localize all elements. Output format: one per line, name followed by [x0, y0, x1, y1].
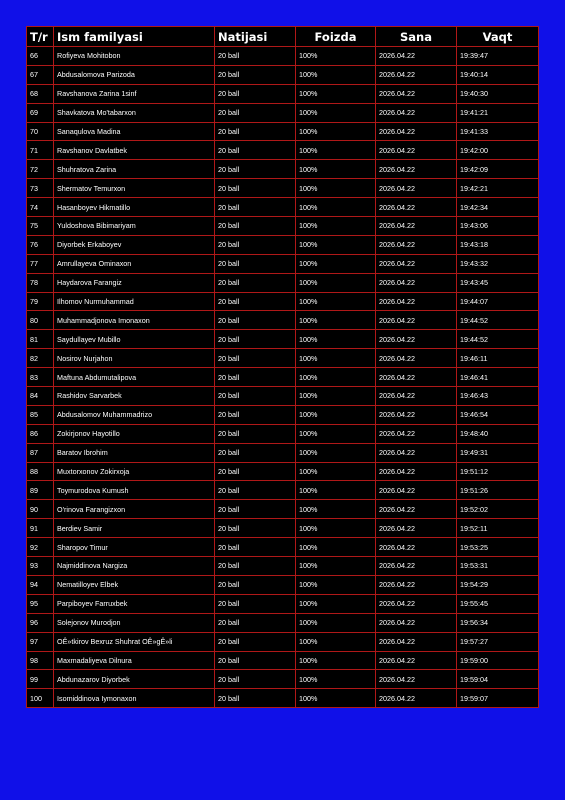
time-cell: 19:43:06 — [457, 217, 539, 236]
row-number-cell: 69 — [27, 103, 54, 122]
time-cell: 19:46:54 — [457, 405, 539, 424]
student-name-cell: Saydullayev Mubillo — [54, 330, 215, 349]
student-name-cell: Muxtorxonov Zokirxoja — [54, 462, 215, 481]
time-cell: 19:41:33 — [457, 122, 539, 141]
date-cell: 2026.04.22 — [376, 141, 457, 160]
time-cell: 19:57:27 — [457, 632, 539, 651]
table-row — [27, 141, 539, 160]
row-number-cell: 71 — [27, 141, 54, 160]
header-time: Vaqt — [457, 27, 539, 47]
time-cell: 19:42:34 — [457, 198, 539, 217]
student-name-cell: Yuldoshova Bibimariyam — [54, 217, 215, 236]
percent-cell: 100% — [296, 575, 376, 594]
time-cell: 19:46:41 — [457, 368, 539, 387]
date-cell: 2026.04.22 — [376, 198, 457, 217]
table-row — [27, 217, 539, 236]
student-name-cell: Shavkatova Mo'tabarxon — [54, 103, 215, 122]
date-cell: 2026.04.22 — [376, 160, 457, 179]
table-row — [27, 330, 539, 349]
percent-cell: 100% — [296, 65, 376, 84]
date-cell: 2026.04.22 — [376, 217, 457, 236]
student-name-cell: Diyorbek Erkaboyev — [54, 235, 215, 254]
table-row — [27, 538, 539, 557]
percent-cell: 100% — [296, 500, 376, 519]
percent-cell: 100% — [296, 519, 376, 538]
time-cell: 19:46:43 — [457, 387, 539, 406]
student-name-cell: Muhammadjonova Imonaxon — [54, 311, 215, 330]
time-cell: 19:56:34 — [457, 613, 539, 632]
time-cell: 19:43:32 — [457, 254, 539, 273]
row-number-cell: 84 — [27, 387, 54, 406]
percent-cell: 100% — [296, 141, 376, 160]
student-name-cell: Maxmadaliyeva Dilnura — [54, 651, 215, 670]
date-cell: 2026.04.22 — [376, 500, 457, 519]
student-name-cell: Najmiddinova Nargiza — [54, 557, 215, 576]
student-name-cell: Abdusalomova Parizoda — [54, 65, 215, 84]
percent-cell: 100% — [296, 387, 376, 406]
result-cell: 20 ball — [215, 160, 296, 179]
percent-cell: 100% — [296, 292, 376, 311]
result-cell: 20 ball — [215, 387, 296, 406]
table-row — [27, 481, 539, 500]
row-number-cell: 72 — [27, 160, 54, 179]
percent-cell: 100% — [296, 368, 376, 387]
result-cell: 20 ball — [215, 349, 296, 368]
time-cell: 19:41:21 — [457, 103, 539, 122]
student-name-cell: Parpiboyev Farruxbek — [54, 594, 215, 613]
percent-cell: 100% — [296, 273, 376, 292]
row-number-cell: 74 — [27, 198, 54, 217]
table-row — [27, 613, 539, 632]
student-name-cell: Baratov Ibrohim — [54, 443, 215, 462]
row-number-cell: 89 — [27, 481, 54, 500]
result-cell: 20 ball — [215, 500, 296, 519]
row-number-cell: 68 — [27, 84, 54, 103]
result-cell: 20 ball — [215, 235, 296, 254]
row-number-cell: 95 — [27, 594, 54, 613]
result-cell: 20 ball — [215, 84, 296, 103]
result-cell: 20 ball — [215, 292, 296, 311]
row-number-cell: 67 — [27, 65, 54, 84]
header-result: Natijasi — [215, 27, 296, 47]
student-name-cell: Rashidov Sarvarbek — [54, 387, 215, 406]
time-cell: 19:48:40 — [457, 424, 539, 443]
percent-cell: 100% — [296, 557, 376, 576]
table-row — [27, 273, 539, 292]
student-name-cell: Abdusalomov Muhammadrizo — [54, 405, 215, 424]
time-cell: 19:49:31 — [457, 443, 539, 462]
result-cell: 20 ball — [215, 217, 296, 236]
student-name-cell: Rofiyeva Mohitobon — [54, 47, 215, 66]
student-name-cell: Amrullayeva Ominaxon — [54, 254, 215, 273]
result-cell: 20 ball — [215, 557, 296, 576]
result-cell: 20 ball — [215, 65, 296, 84]
percent-cell: 100% — [296, 613, 376, 632]
time-cell: 19:54:29 — [457, 575, 539, 594]
result-cell: 20 ball — [215, 311, 296, 330]
header-percent: Foizda — [296, 27, 376, 47]
student-name-cell: Nosirov Nurjahon — [54, 349, 215, 368]
table-row — [27, 424, 539, 443]
percent-cell: 100% — [296, 254, 376, 273]
row-number-cell: 82 — [27, 349, 54, 368]
percent-cell: 100% — [296, 179, 376, 198]
table-row — [27, 575, 539, 594]
percent-cell: 100% — [296, 424, 376, 443]
result-cell: 20 ball — [215, 122, 296, 141]
date-cell: 2026.04.22 — [376, 311, 457, 330]
table-row — [27, 670, 539, 689]
percent-cell: 100% — [296, 594, 376, 613]
date-cell: 2026.04.22 — [376, 424, 457, 443]
date-cell: 2026.04.22 — [376, 405, 457, 424]
row-number-cell: 86 — [27, 424, 54, 443]
date-cell: 2026.04.22 — [376, 349, 457, 368]
student-name-cell: Abdunazarov Diyorbek — [54, 670, 215, 689]
student-name-cell: Shuhratova Zarina — [54, 160, 215, 179]
student-name-cell: OÊ»tkirov Bexruz Shuhrat OÊ»gÊ»li — [54, 632, 215, 651]
result-cell: 20 ball — [215, 670, 296, 689]
student-name-cell: Ilhomov Nurmuhammad — [54, 292, 215, 311]
date-cell: 2026.04.22 — [376, 670, 457, 689]
time-cell: 19:46:11 — [457, 349, 539, 368]
percent-cell: 100% — [296, 217, 376, 236]
table-row — [27, 103, 539, 122]
percent-cell: 100% — [296, 198, 376, 217]
row-number-cell: 87 — [27, 443, 54, 462]
student-name-cell: Sanaqulova Madina — [54, 122, 215, 141]
table-row — [27, 632, 539, 651]
table-row — [27, 557, 539, 576]
time-cell: 19:59:07 — [457, 689, 539, 708]
row-number-cell: 99 — [27, 670, 54, 689]
student-name-cell: Sharopov Timur — [54, 538, 215, 557]
row-number-cell: 90 — [27, 500, 54, 519]
result-cell: 20 ball — [215, 481, 296, 500]
time-cell: 19:55:45 — [457, 594, 539, 613]
table-row — [27, 500, 539, 519]
table-row — [27, 122, 539, 141]
result-cell: 20 ball — [215, 368, 296, 387]
table-row — [27, 405, 539, 424]
result-cell: 20 ball — [215, 594, 296, 613]
date-cell: 2026.04.22 — [376, 292, 457, 311]
time-cell: 19:44:52 — [457, 330, 539, 349]
time-cell: 19:51:26 — [457, 481, 539, 500]
time-cell: 19:42:09 — [457, 160, 539, 179]
student-name-cell: Ravshanov Davlatbek — [54, 141, 215, 160]
result-cell: 20 ball — [215, 538, 296, 557]
table-body — [27, 47, 539, 708]
table-row — [27, 349, 539, 368]
time-cell: 19:44:52 — [457, 311, 539, 330]
row-number-cell: 66 — [27, 47, 54, 66]
result-cell: 20 ball — [215, 273, 296, 292]
row-number-cell: 70 — [27, 122, 54, 141]
date-cell: 2026.04.22 — [376, 368, 457, 387]
percent-cell: 100% — [296, 670, 376, 689]
date-cell: 2026.04.22 — [376, 443, 457, 462]
date-cell: 2026.04.22 — [376, 594, 457, 613]
table-row — [27, 387, 539, 406]
time-cell: 19:43:45 — [457, 273, 539, 292]
date-cell: 2026.04.22 — [376, 651, 457, 670]
date-cell: 2026.04.22 — [376, 235, 457, 254]
row-number-cell: 93 — [27, 557, 54, 576]
row-number-cell: 100 — [27, 689, 54, 708]
row-number-cell: 96 — [27, 613, 54, 632]
table-row — [27, 179, 539, 198]
percent-cell: 100% — [296, 122, 376, 141]
result-cell: 20 ball — [215, 689, 296, 708]
student-name-cell: Isomiddinova Iymonaxon — [54, 689, 215, 708]
row-number-cell: 76 — [27, 235, 54, 254]
result-cell: 20 ball — [215, 330, 296, 349]
table-row — [27, 462, 539, 481]
row-number-cell: 91 — [27, 519, 54, 538]
date-cell: 2026.04.22 — [376, 84, 457, 103]
percent-cell: 100% — [296, 235, 376, 254]
table-row — [27, 65, 539, 84]
date-cell: 2026.04.22 — [376, 632, 457, 651]
result-cell: 20 ball — [215, 632, 296, 651]
time-cell: 19:42:21 — [457, 179, 539, 198]
row-number-cell: 85 — [27, 405, 54, 424]
result-cell: 20 ball — [215, 405, 296, 424]
percent-cell: 100% — [296, 330, 376, 349]
row-number-cell: 81 — [27, 330, 54, 349]
time-cell: 19:44:07 — [457, 292, 539, 311]
date-cell: 2026.04.22 — [376, 122, 457, 141]
date-cell: 2026.04.22 — [376, 689, 457, 708]
row-number-cell: 88 — [27, 462, 54, 481]
date-cell: 2026.04.22 — [376, 462, 457, 481]
row-number-cell: 80 — [27, 311, 54, 330]
header-row — [27, 27, 539, 47]
row-number-cell: 92 — [27, 538, 54, 557]
header-date: Sana — [376, 27, 457, 47]
table-row — [27, 198, 539, 217]
table-row — [27, 84, 539, 103]
result-cell: 20 ball — [215, 613, 296, 632]
time-cell: 19:40:30 — [457, 84, 539, 103]
result-cell: 20 ball — [215, 651, 296, 670]
table-row — [27, 443, 539, 462]
percent-cell: 100% — [296, 160, 376, 179]
table-row — [27, 160, 539, 179]
student-name-cell: Solejonov Murodjon — [54, 613, 215, 632]
table-row — [27, 254, 539, 273]
table-row — [27, 519, 539, 538]
row-number-cell: 79 — [27, 292, 54, 311]
time-cell: 19:52:11 — [457, 519, 539, 538]
time-cell: 19:53:31 — [457, 557, 539, 576]
time-cell: 19:52:02 — [457, 500, 539, 519]
row-number-cell: 77 — [27, 254, 54, 273]
percent-cell: 100% — [296, 405, 376, 424]
row-number-cell: 78 — [27, 273, 54, 292]
time-cell: 19:59:00 — [457, 651, 539, 670]
row-number-cell: 73 — [27, 179, 54, 198]
date-cell: 2026.04.22 — [376, 575, 457, 594]
student-name-cell: Toymurodova Kumush — [54, 481, 215, 500]
time-cell: 19:43:18 — [457, 235, 539, 254]
date-cell: 2026.04.22 — [376, 103, 457, 122]
date-cell: 2026.04.22 — [376, 387, 457, 406]
table-row — [27, 235, 539, 254]
time-cell: 19:51:12 — [457, 462, 539, 481]
percent-cell: 100% — [296, 349, 376, 368]
percent-cell: 100% — [296, 481, 376, 500]
result-cell: 20 ball — [215, 519, 296, 538]
row-number-cell: 97 — [27, 632, 54, 651]
time-cell: 19:59:04 — [457, 670, 539, 689]
percent-cell: 100% — [296, 538, 376, 557]
table-row — [27, 368, 539, 387]
table-row — [27, 292, 539, 311]
result-cell: 20 ball — [215, 462, 296, 481]
date-cell: 2026.04.22 — [376, 519, 457, 538]
date-cell: 2026.04.22 — [376, 557, 457, 576]
time-cell: 19:39:47 — [457, 47, 539, 66]
percent-cell: 100% — [296, 689, 376, 708]
date-cell: 2026.04.22 — [376, 179, 457, 198]
date-cell: 2026.04.22 — [376, 538, 457, 557]
table-row — [27, 594, 539, 613]
student-name-cell: Berdiev Samir — [54, 519, 215, 538]
table-row — [27, 311, 539, 330]
percent-cell: 100% — [296, 84, 376, 103]
result-cell: 20 ball — [215, 179, 296, 198]
result-cell: 20 ball — [215, 198, 296, 217]
date-cell: 2026.04.22 — [376, 65, 457, 84]
result-cell: 20 ball — [215, 103, 296, 122]
result-cell: 20 ball — [215, 424, 296, 443]
date-cell: 2026.04.22 — [376, 254, 457, 273]
row-number-cell: 94 — [27, 575, 54, 594]
percent-cell: 100% — [296, 462, 376, 481]
table-row — [27, 47, 539, 66]
result-cell: 20 ball — [215, 254, 296, 273]
table-row — [27, 651, 539, 670]
date-cell: 2026.04.22 — [376, 481, 457, 500]
student-name-cell: Hasanboyev Hikmatillo — [54, 198, 215, 217]
date-cell: 2026.04.22 — [376, 273, 457, 292]
result-cell: 20 ball — [215, 443, 296, 462]
student-name-cell: Maftuna Abdumutalipova — [54, 368, 215, 387]
results-sheet — [26, 26, 538, 708]
result-cell: 20 ball — [215, 47, 296, 66]
results-table — [26, 26, 539, 708]
student-name-cell: Zokirjonov Hayotillo — [54, 424, 215, 443]
date-cell: 2026.04.22 — [376, 330, 457, 349]
percent-cell: 100% — [296, 632, 376, 651]
percent-cell: 100% — [296, 443, 376, 462]
date-cell: 2026.04.22 — [376, 47, 457, 66]
percent-cell: 100% — [296, 651, 376, 670]
time-cell: 19:53:25 — [457, 538, 539, 557]
table-row — [27, 689, 539, 708]
student-name-cell: Shermatov Temurxon — [54, 179, 215, 198]
header-number: T/r — [27, 27, 54, 47]
percent-cell: 100% — [296, 47, 376, 66]
student-name-cell: Ravshanova Zarina 1sinf — [54, 84, 215, 103]
student-name-cell: O'rinova Farangizxon — [54, 500, 215, 519]
result-cell: 20 ball — [215, 141, 296, 160]
row-number-cell: 83 — [27, 368, 54, 387]
percent-cell: 100% — [296, 103, 376, 122]
student-name-cell: Nematilloyev Elbek — [54, 575, 215, 594]
percent-cell: 100% — [296, 311, 376, 330]
time-cell: 19:42:00 — [457, 141, 539, 160]
date-cell: 2026.04.22 — [376, 613, 457, 632]
time-cell: 19:40:14 — [457, 65, 539, 84]
header-name: Ism familyasi — [54, 27, 215, 47]
result-cell: 20 ball — [215, 575, 296, 594]
row-number-cell: 98 — [27, 651, 54, 670]
row-number-cell: 75 — [27, 217, 54, 236]
student-name-cell: Haydarova Farangiz — [54, 273, 215, 292]
